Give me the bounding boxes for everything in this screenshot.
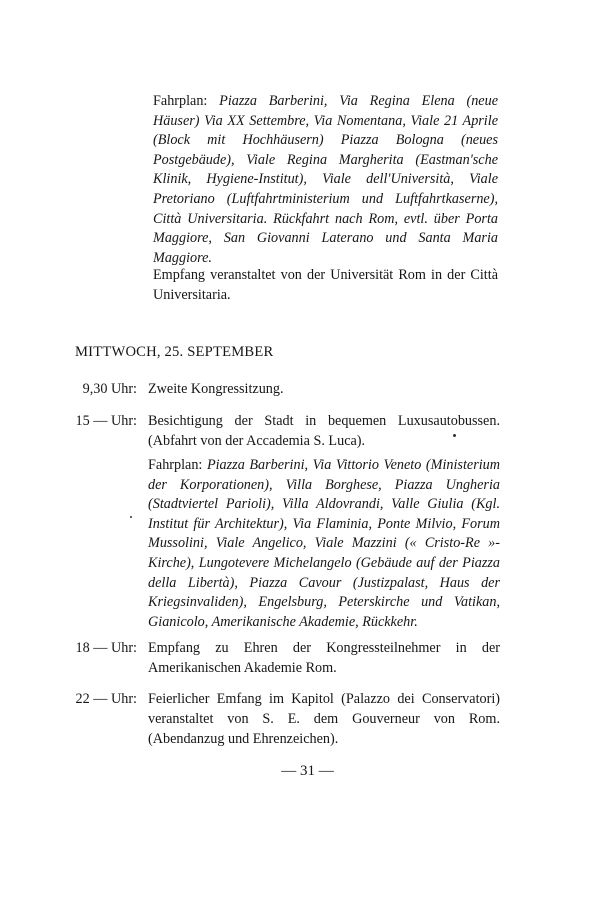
event-time xyxy=(69,690,137,710)
event-time xyxy=(69,639,137,659)
fahrplan-label: Fahrplan: xyxy=(153,93,208,109)
reception-note-university: Empfang veranstaltet von der Universität Rom in der Città Universitaria. xyxy=(153,267,498,303)
day-heading: MITTWOCH, 25. SEPTEMBER xyxy=(75,344,274,360)
event-time-value: 15 — xyxy=(75,413,108,429)
event-description: Zweite Kongressitzung. xyxy=(148,381,284,397)
fahrplan-label: Fahrplan: xyxy=(148,457,203,473)
event-time-value: 9,30 xyxy=(82,381,108,397)
event-time-value: 18 — xyxy=(75,640,108,656)
fahrplan-route-text: Piazza Barberini, Via Vittorio Veneto (Ministerium der Korporationen), Villa Borghese, Piazza Ungheria (Stadtviertel Parioli), Villa Aldovrandi, Valle Giulia (Kgl. Institut für Architektur), Via Flaminia, Ponte Milvio, Forum Mussolini, Viale Angelico, Viale Mazzini (« Cristo-Re »-Kirche), Lungotevere Michelangelo (Gebäude auf der Piazza della Libertà), Piazza Cavour (Justizpalast, Haus der Kriegsinvaliden), Engelsburg, Peterskirche und Vatikan, Gianicolo, Amerikanische Akademie, Rückkehr. xyxy=(148,457,500,630)
scan-speck xyxy=(130,516,132,518)
page-number: — 31 — xyxy=(281,763,334,779)
scan-speck xyxy=(453,434,456,437)
event-time-unit: Uhr: xyxy=(110,691,137,707)
fahrplan-block-university xyxy=(153,92,498,268)
fahrplan-block-city-tour xyxy=(148,456,500,632)
event-description: Besichtigung der Stadt in bequemen Luxusautobussen. (Abfahrt von der Accademia S. Luca). xyxy=(148,413,500,449)
event-time xyxy=(69,412,137,432)
event-description: Empfang zu Ehren der Kongressteilnehmer in der Amerikanischen Akademie Rom. xyxy=(148,640,500,676)
event-time-value: 22 — xyxy=(75,691,108,707)
event-time-unit: Uhr: xyxy=(110,413,137,429)
event-time xyxy=(69,380,137,400)
fahrplan-route-text: Piazza Barberini, Via Regina Elena (neue Häuser) Via XX Settembre, Via Nomentana, Viale 21 Aprile (Block mit Hochhäusern) Piazza Bologna (neues Postgebäude), Viale Regina Margherita (Eastman'sche Klinik, Hygiene-Institut), Viale dell'Università, Viale Pretoriano (Luftfahrtministerium und Luftfahrtkaserne), Città Universitaria. Rückfahrt nach Rom, evtl. über Porta Maggiore, San Giovanni Laterano und Santa Maria Maggiore. xyxy=(153,93,498,266)
event-description: Feierlicher Emfang im Kapitol (Palazzo dei Conservatori) veranstaltet von S. E. dem Gouverneur von Rom. (Abendanzug und Ehrenzeichen). xyxy=(148,691,500,747)
event-time-unit: Uhr: xyxy=(110,640,137,656)
event-time-unit: Uhr: xyxy=(110,381,137,397)
